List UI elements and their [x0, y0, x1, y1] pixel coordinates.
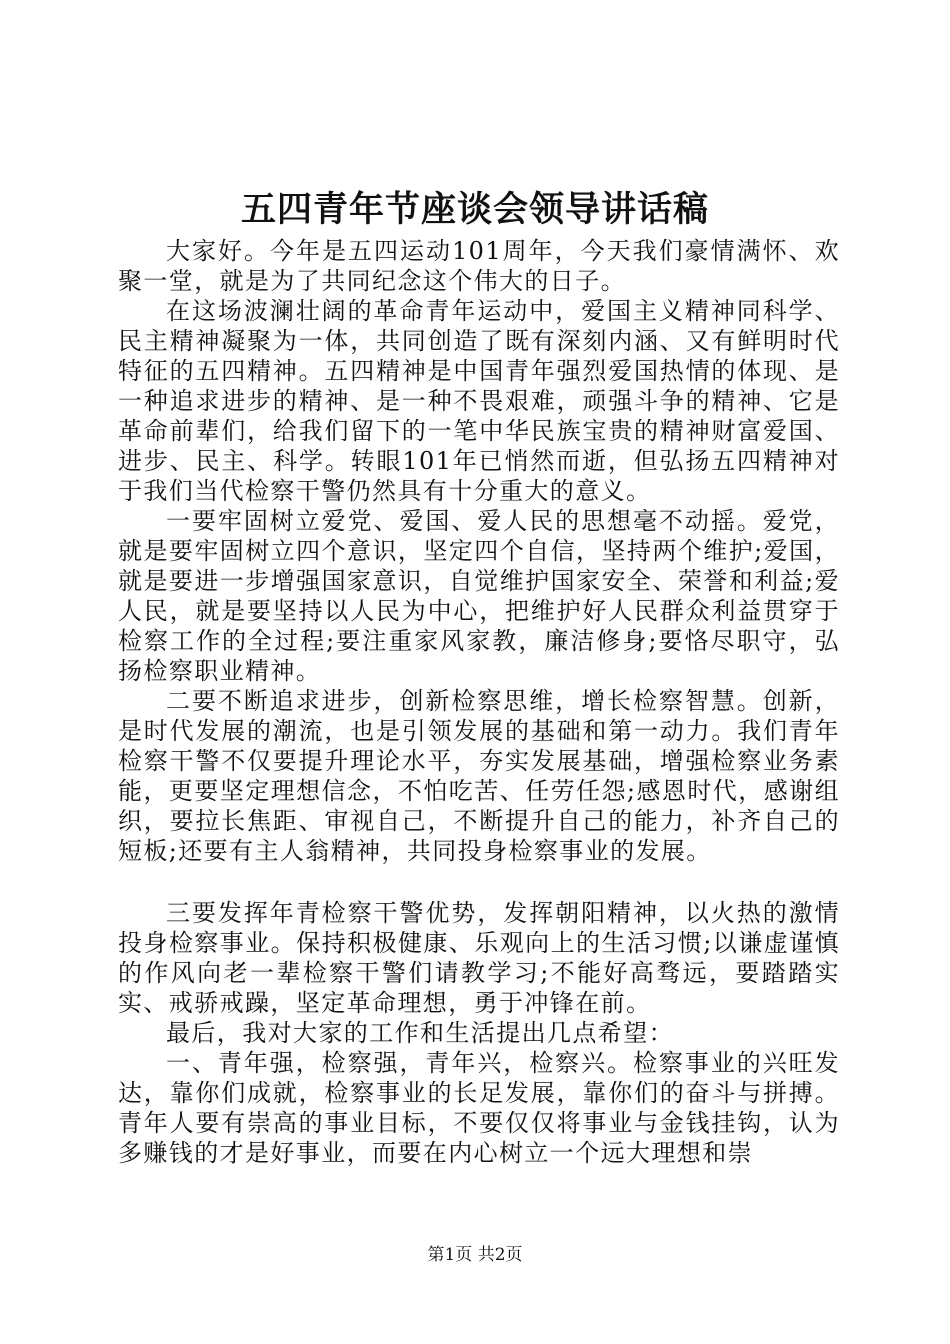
paragraph-may-fourth-spirit: 在这场波澜壮阔的革命青年运动中，爱国主义精神同科学、民主精神凝聚为一体，共同创造了既有深刻内涵、又有鲜明时代特征的五四精神。五四精神是中国青年强烈爱国热情的体现、是一种追求进步的精神、是一种不畏艰难，顽强斗争的精神、它是革命前辈们，给我们留下的一笔中华民族宝贵的精神财富爱国、进步、民主、科学。转眼101年已悄然而逝，但弘扬五四精神对于我们当代检察干警仍然具有十分重大的意义。 [118, 297, 840, 505]
document-body [118, 236, 840, 1168]
document-title: 五四青年节座谈会领导讲话稿 [240, 189, 709, 230]
paragraph-hope-one: 一、青年强，检察强，青年兴，检察兴。检察事业的兴旺发达，靠你们成就，检察事业的长足发展，靠你们的奋斗与拼搏。青年人要有崇高的事业目标，不要仅仅将事业与金钱挂钩，认为多赚钱的才是好事业，而要在内心树立一个远大理想和崇 [118, 1049, 840, 1167]
paragraph-point-three: 三要发挥年青检察干警优势，发挥朝阳精神，以火热的激情投身检察事业。保持积极健康、乐观向上的生活习惯;以谦虚谨慎的作风向老一辈检察干警们请教学习;不能好高骛远，要踏踏实实、戒骄戒躁，坚定革命理想，勇于冲锋在前。 [118, 899, 840, 1017]
paragraph-final-hopes-intro: 最后，我对大家的工作和生活提出几点希望： [166, 1019, 674, 1047]
page-number-footer: 第1页 共2页 [427, 1245, 523, 1265]
paragraph-greeting: 大家好。今年是五四运动101周年，今天我们豪情满怀、欢聚一堂，就是为了共同纪念这个伟大的日子。 [118, 237, 840, 295]
paragraph-point-one: 一要牢固树立爱党、爱国、爱人民的思想毫不动摇。爱党，就是要牢固树立四个意识，坚定四个自信，坚持两个维护;爱国，就是要进一步增强国家意识，自觉维护国家安全、荣誉和利益;爱人民，就是要坚持以人民为中心，把维护好人民群众利益贯穿于检察工作的全过程;要注重家风家教，廉洁修身;要恪尽职守，弘扬检察职业精神。 [118, 507, 840, 685]
paragraph-point-two: 二要不断追求进步，创新检察思维，增长检察智慧。创新，是时代发展的潮流，也是引领发展的基础和第一动力。我们青年检察干警不仅要提升理论水平，夯实发展基础，增强检察业务素能，更要坚定理想信念，不怕吃苦、任劳任怨;感恩时代，感谢组织，要拉长焦距、审视自己，不断提升自己的能力，补齐自己的短板;还要有主人翁精神，共同投身检察事业的发展。 [118, 687, 840, 865]
